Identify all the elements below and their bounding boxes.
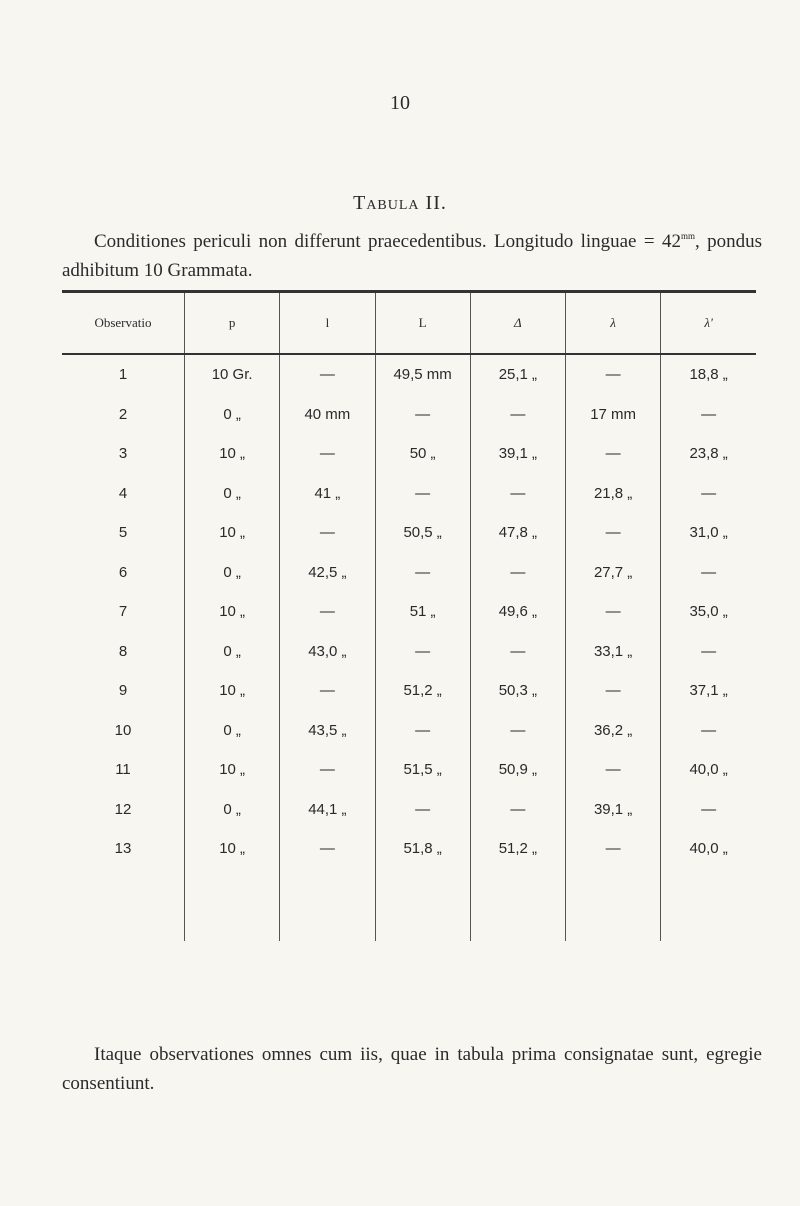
table-row xyxy=(62,474,756,514)
cell-delta: — xyxy=(470,395,565,435)
cell-lambda: — xyxy=(566,354,661,395)
intro-text-after-unit: , pondus adhibitum 10 Grammata. xyxy=(62,231,762,281)
cell-lambda-prime: 23,8 „ xyxy=(661,434,756,474)
header-delta: Δ xyxy=(470,293,565,354)
spacer-cell xyxy=(62,869,185,941)
cell-lambda-prime: — xyxy=(661,395,756,435)
header-lambda: λ xyxy=(566,293,661,354)
cell-lambda-prime: — xyxy=(661,632,756,672)
cell-delta: 51,2 „ xyxy=(470,829,565,869)
cell-l: 41 „ xyxy=(280,474,375,514)
cell-l: 44,1 „ xyxy=(280,790,375,830)
observation-table xyxy=(62,293,756,941)
cell-lambda-prime: 35,0 „ xyxy=(661,592,756,632)
cell-observatio: 10 xyxy=(114,721,132,739)
cell-L: — xyxy=(375,395,470,435)
page-number: 10 xyxy=(390,92,410,114)
cell-l: 42,5 „ xyxy=(280,553,375,593)
cell-l: 40 mm xyxy=(280,395,375,435)
table-row xyxy=(62,829,756,869)
cell-delta: 25,1 „ xyxy=(470,354,565,395)
cell-L: 50,5 „ xyxy=(375,513,470,553)
cell-l: — xyxy=(280,592,375,632)
cell-L: 51,5 „ xyxy=(375,750,470,790)
cell-L: — xyxy=(375,632,470,672)
cell-lambda-prime: — xyxy=(661,553,756,593)
header-observatio: Observatio xyxy=(62,293,185,354)
cell-p: 10 „ xyxy=(185,434,280,474)
cell-observatio: 4 xyxy=(118,484,128,502)
table-row xyxy=(62,711,756,751)
cell-l: — xyxy=(280,671,375,711)
table-title: Tabula II. xyxy=(353,192,447,214)
table-row xyxy=(62,434,756,474)
cell-l: — xyxy=(280,750,375,790)
header-lambda-prime: λ' xyxy=(661,293,756,354)
spacer-cell xyxy=(470,869,565,941)
cell-lambda-prime: 40,0 „ xyxy=(661,829,756,869)
table-body xyxy=(62,354,756,941)
cell-lambda-prime: 37,1 „ xyxy=(661,671,756,711)
cell-observatio: 12 xyxy=(114,800,132,818)
table-row xyxy=(62,790,756,830)
cell-p: 0 „ xyxy=(185,632,280,672)
cell-delta: — xyxy=(470,711,565,751)
cell-delta: 49,6 „ xyxy=(470,592,565,632)
table-row xyxy=(62,553,756,593)
spacer-cell xyxy=(661,869,756,941)
cell-delta: 47,8 „ xyxy=(470,513,565,553)
cell-lambda: 27,7 „ xyxy=(566,553,661,593)
cell-lambda: 17 mm xyxy=(566,395,661,435)
cell-lambda: 33,1 „ xyxy=(566,632,661,672)
cell-observatio: 11 xyxy=(115,761,131,779)
spacer-cell xyxy=(375,869,470,941)
table-row xyxy=(62,671,756,711)
cell-p: 0 „ xyxy=(185,474,280,514)
cell-lambda: — xyxy=(566,434,661,474)
cell-p: 10 „ xyxy=(185,829,280,869)
cell-lambda: — xyxy=(566,671,661,711)
cell-l: 43,5 „ xyxy=(280,711,375,751)
cell-observatio: 5 xyxy=(118,524,128,542)
cell-l: 43,0 „ xyxy=(280,632,375,672)
table-row xyxy=(62,632,756,672)
cell-delta: — xyxy=(470,474,565,514)
cell-lambda-prime: 31,0 „ xyxy=(661,513,756,553)
cell-observatio: 8 xyxy=(118,642,128,660)
cell-lambda-prime: 18,8 „ xyxy=(661,354,756,395)
cell-l: — xyxy=(280,829,375,869)
cell-observatio: 7 xyxy=(118,603,128,621)
cell-observatio: 3 xyxy=(118,445,128,463)
cell-lambda-prime: 40,0 „ xyxy=(661,750,756,790)
cell-p: 0 „ xyxy=(185,711,280,751)
table-row xyxy=(62,592,756,632)
cell-p: 0 „ xyxy=(185,553,280,593)
cell-lambda: 21,8 „ xyxy=(566,474,661,514)
cell-lambda: — xyxy=(566,829,661,869)
spacer-cell xyxy=(280,869,375,941)
cell-L: 51 „ xyxy=(375,592,470,632)
cell-lambda: 36,2 „ xyxy=(566,711,661,751)
cell-delta: — xyxy=(470,790,565,830)
spacer-cell xyxy=(566,869,661,941)
cell-l: — xyxy=(280,513,375,553)
cell-observatio: 2 xyxy=(118,405,128,423)
cell-L: 51,2 „ xyxy=(375,671,470,711)
cell-delta: 50,9 „ xyxy=(470,750,565,790)
table-header-row xyxy=(62,293,756,354)
cell-observatio: 1 xyxy=(118,366,128,384)
cell-delta: 39,1 „ xyxy=(470,434,565,474)
table-spacer-row xyxy=(62,869,756,941)
cell-delta: — xyxy=(470,632,565,672)
cell-L: — xyxy=(375,711,470,751)
table-row xyxy=(62,395,756,435)
cell-lambda-prime: — xyxy=(661,474,756,514)
header-l: l xyxy=(280,293,375,354)
cell-p: 10 Gr. xyxy=(185,354,280,395)
cell-lambda: 39,1 „ xyxy=(566,790,661,830)
observation-table-wrap xyxy=(62,290,756,941)
cell-lambda-prime: — xyxy=(661,711,756,751)
conclusion-paragraph xyxy=(62,1040,762,1098)
intro-text-before-unit: Conditiones periculi non differunt praecedentibus. Longitudo linguae = 42 xyxy=(94,231,681,252)
cell-observatio: 6 xyxy=(118,563,128,581)
cell-lambda: — xyxy=(566,513,661,553)
header-p: p xyxy=(185,293,280,354)
cell-L: 51,8 „ xyxy=(375,829,470,869)
cell-p: 10 „ xyxy=(185,592,280,632)
cell-observatio: 13 xyxy=(114,840,132,858)
table-row xyxy=(62,513,756,553)
intro-unit: mm xyxy=(680,231,695,241)
cell-p: 0 „ xyxy=(185,790,280,830)
cell-lambda-prime: — xyxy=(661,790,756,830)
cell-observatio: 9 xyxy=(118,682,128,700)
cell-L: — xyxy=(375,553,470,593)
cell-L: — xyxy=(375,474,470,514)
cell-l: — xyxy=(280,434,375,474)
cell-L: 49,5 mm xyxy=(375,354,470,395)
intro-paragraph xyxy=(62,222,762,285)
header-L: L xyxy=(375,293,470,354)
cell-lambda: — xyxy=(566,592,661,632)
conclusion-text: Itaque observationes omnes cum iis, quae in tabula prima consignatae sunt, egregie consentiunt. xyxy=(62,1044,762,1094)
cell-L: 50 „ xyxy=(375,434,470,474)
cell-L: — xyxy=(375,790,470,830)
cell-p: 10 „ xyxy=(185,750,280,790)
cell-p: 10 „ xyxy=(185,671,280,711)
cell-lambda: — xyxy=(566,750,661,790)
spacer-cell xyxy=(185,869,280,941)
cell-l: — xyxy=(280,354,375,395)
cell-delta: — xyxy=(470,553,565,593)
cell-delta: 50,3 „ xyxy=(470,671,565,711)
table-row xyxy=(62,354,756,395)
cell-p: 10 „ xyxy=(185,513,280,553)
cell-p: 0 „ xyxy=(185,395,280,435)
table-row xyxy=(62,750,756,790)
